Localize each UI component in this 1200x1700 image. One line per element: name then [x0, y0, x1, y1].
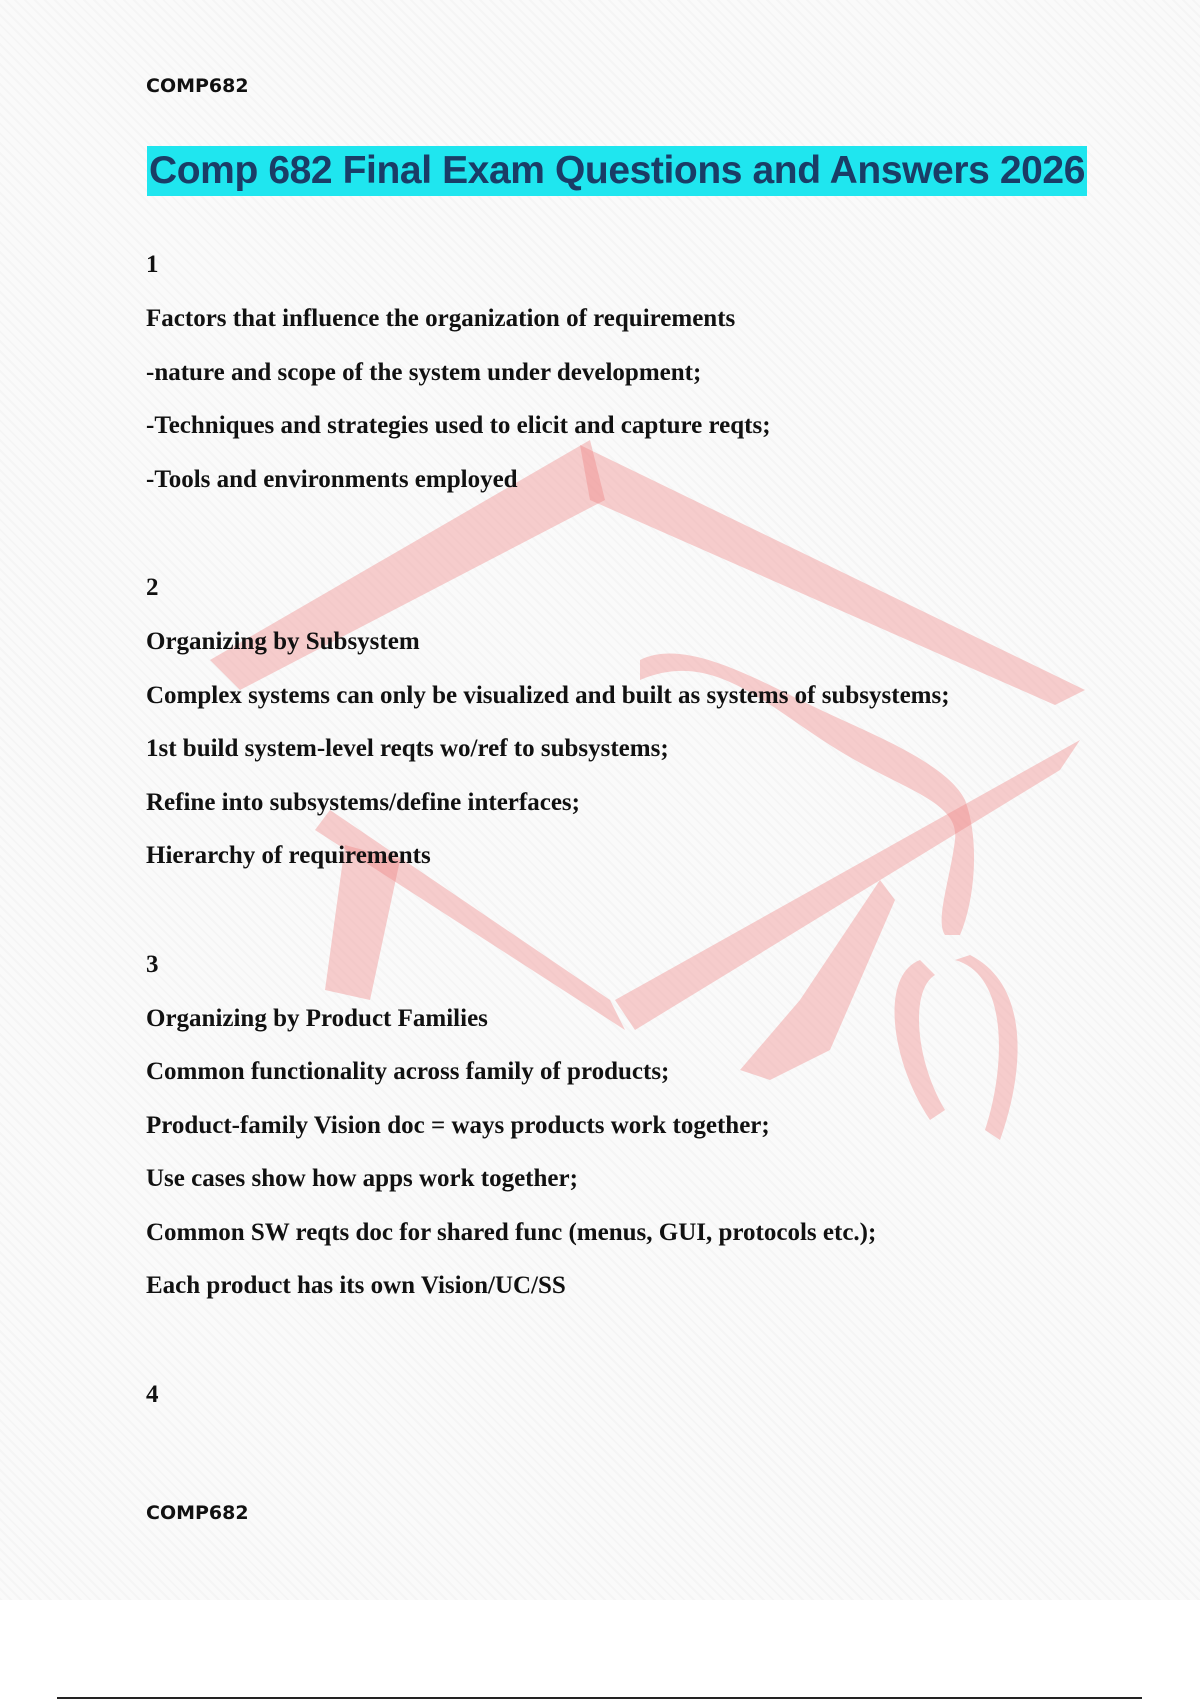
- answer-line: Use cases show how apps work together;: [146, 1165, 578, 1192]
- question-number: 4: [146, 1380, 159, 1408]
- answer-line: Refine into subsystems/define interfaces;: [146, 788, 580, 816]
- page-title: Comp 682 Final Exam Questions and Answers 2026: [147, 146, 1087, 196]
- answer-line: -Tools and environments employed: [146, 465, 518, 493]
- answer-line: -Techniques and strategies used to elicit and capture reqts;: [146, 412, 771, 439]
- answer-line: Common functionality across family of products;: [146, 1058, 670, 1085]
- question-number: 1: [146, 251, 159, 278]
- questions-list: [146, 246, 1106, 1469]
- question-number: 2: [146, 574, 159, 601]
- question-4: [146, 1376, 1106, 1414]
- footer-course-code: COMP682: [146, 1502, 249, 1524]
- header-course-code: COMP682: [146, 75, 249, 97]
- question-line: Organizing by Product Families: [146, 1004, 488, 1032]
- answer-line: Product-family Vision doc = ways products work together;: [146, 1111, 770, 1139]
- answer-line: Hierarchy of requirements: [146, 842, 431, 869]
- answer-line: -nature and scope of the system under development;: [146, 358, 702, 386]
- question-number: 3: [146, 950, 159, 978]
- question-1: [146, 246, 1106, 514]
- question-line: Organizing by Subsystem: [146, 628, 420, 655]
- answer-line: Each product has its own Vision/UC/SS: [146, 1272, 566, 1299]
- question-3: [146, 946, 1106, 1321]
- question-line: Factors that influence the organization of requirements: [146, 305, 736, 332]
- answer-line: 1st build system-level reqts wo/ref to subsystems;: [146, 735, 669, 762]
- page-divider: [57, 1697, 1142, 1699]
- question-2: [146, 569, 1106, 891]
- answer-line: Complex systems can only be visualized and built as systems of subsystems;: [146, 681, 950, 709]
- answer-line: Common SW reqts doc for shared func (menus, GUI, protocols etc.);: [146, 1218, 877, 1246]
